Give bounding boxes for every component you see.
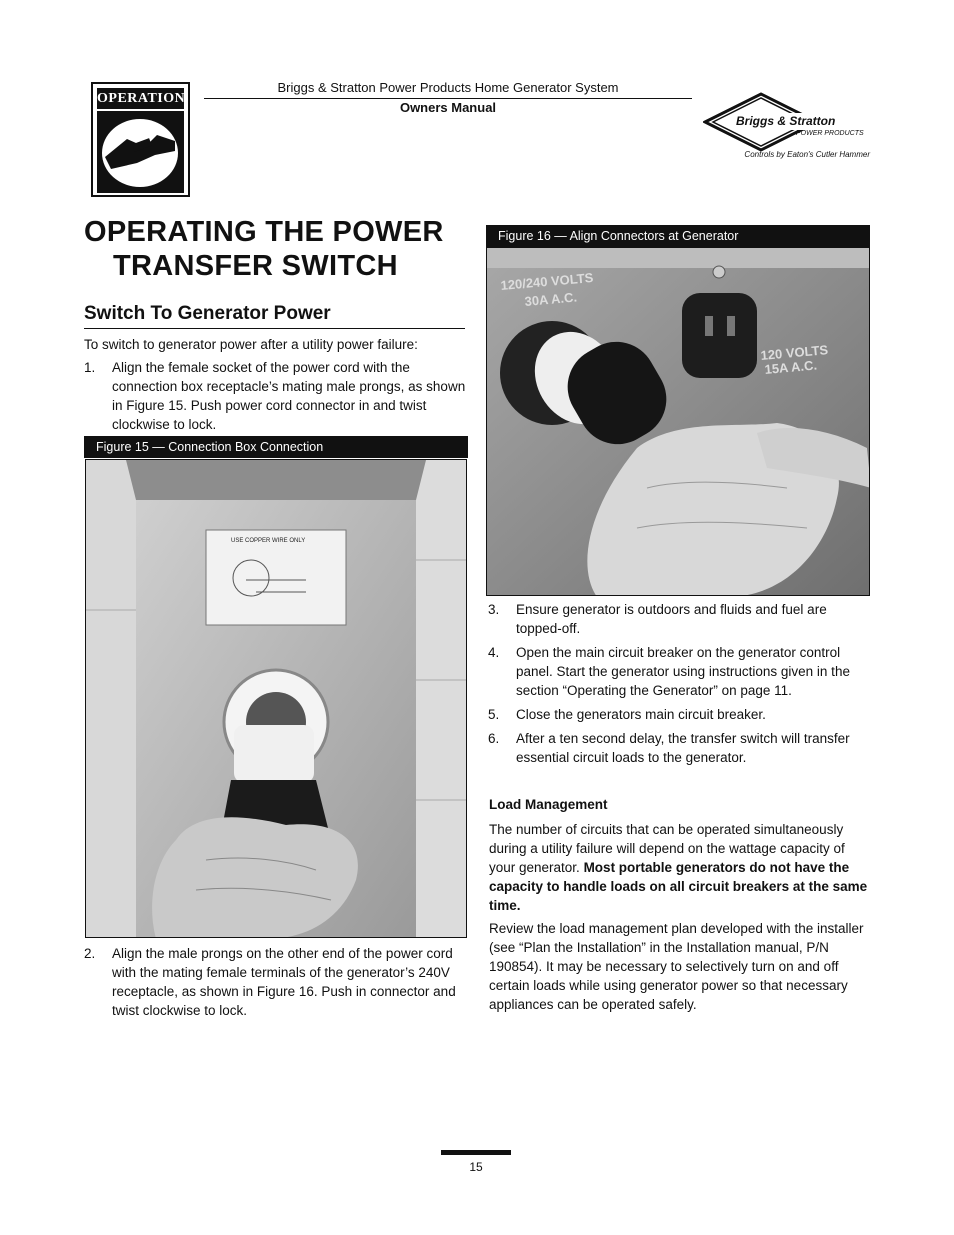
step-6 xyxy=(488,729,870,767)
intro-text: To switch to generator power after a utility power failure: xyxy=(84,337,418,352)
step-text: After a ten second delay, the transfer switch will transfer essential circuit loads to the generator. xyxy=(516,731,850,765)
operation-badge-label: OPERATION xyxy=(97,88,184,109)
step-text: Ensure generator is outdoors and fluids and fuel are topped-off. xyxy=(516,602,827,636)
header-rule xyxy=(204,98,692,99)
figure-15-caption: Figure 15 — Connection Box Connection xyxy=(84,436,468,458)
brand-power: POWER PRODUCTS xyxy=(796,130,864,137)
operation-badge xyxy=(91,82,190,197)
step-5 xyxy=(488,705,870,724)
step-text: Align the male prongs on the other end of the power cord with the mating female terminals of the generator’s 240V receptacle, as shown in Figure 16. Push in connector and twist clockwise to lock. xyxy=(112,946,456,1018)
page-number: 15 xyxy=(469,1160,483,1174)
step-number: 1. xyxy=(84,360,96,375)
step-number: 6. xyxy=(488,731,500,746)
step-text: Open the main circuit breaker on the generator control panel. Start the generator using instructions given in the section “Operating the Generator” on page 11. xyxy=(516,645,850,698)
step-4 xyxy=(488,643,870,700)
label-120-line2: 15A A.C. xyxy=(763,357,818,377)
step-number: 4. xyxy=(488,645,500,660)
step-1 xyxy=(84,358,468,434)
page-title-line2: TRANSFER SWITCH xyxy=(113,250,398,282)
step-2 xyxy=(84,944,468,1020)
step-text: Align the female socket of the power cord with the connection box receptacle’s mating male prongs, as shown in Figure 15. Push power cord connector in and twist clockwise to lock. xyxy=(112,360,466,432)
figure-16-photo xyxy=(486,247,870,596)
brand-name: Briggs & Stratton xyxy=(736,114,836,128)
footer-bar xyxy=(441,1150,511,1155)
steps-3-to-6 xyxy=(488,600,870,772)
section-heading: Switch To Generator Power xyxy=(84,303,465,329)
step-number: 3. xyxy=(488,602,500,617)
step-3 xyxy=(488,600,870,638)
header-manual-title: Owners Manual xyxy=(399,100,497,115)
figure-16-caption: Figure 16 — Align Connectors at Generator xyxy=(486,225,870,247)
label-240-line2: 30A A.C. xyxy=(523,289,578,309)
paragraph-plain-text: The number of circuits that can be operated simultaneously during a utility failure will depend on the wattage capacity of your generator. xyxy=(489,822,845,875)
page-title-line1: OPERATING THE POWER xyxy=(84,216,444,248)
figure-15-photo xyxy=(85,459,467,938)
page-title xyxy=(84,215,474,283)
load-management-paragraph-2: Review the load management plan developed with the installer (see “Plan the Installation” in the Installation manual, P/N 190854). It may be necessary to selectively turn on and off certain loads while using generator power so that necessary appliances can be operated safely. xyxy=(489,921,864,1012)
brand-subtitle: Controls by Eaton's Cutler Hammer xyxy=(744,150,870,159)
step-text: Close the generators main circuit breaker. xyxy=(516,707,766,722)
sticker-text: USE COPPER WIRE ONLY xyxy=(231,538,306,544)
step-number: 5. xyxy=(488,707,500,722)
load-management-paragraph-1 xyxy=(489,820,871,915)
step-number: 2. xyxy=(84,946,96,961)
label-120-line1: 120 VOLTS xyxy=(759,342,829,363)
load-management-heading: Load Management xyxy=(489,797,608,812)
paragraph-bold-text: Most portable generators do not have the capacity to handle loads on all circuit breakers at the same time. xyxy=(489,860,868,913)
switch-hand-icon xyxy=(97,111,184,193)
header-product-line: Briggs & Stratton Power Products Home Generator System xyxy=(277,80,619,95)
label-240-line1: 120/240 VOLTS xyxy=(499,269,594,293)
